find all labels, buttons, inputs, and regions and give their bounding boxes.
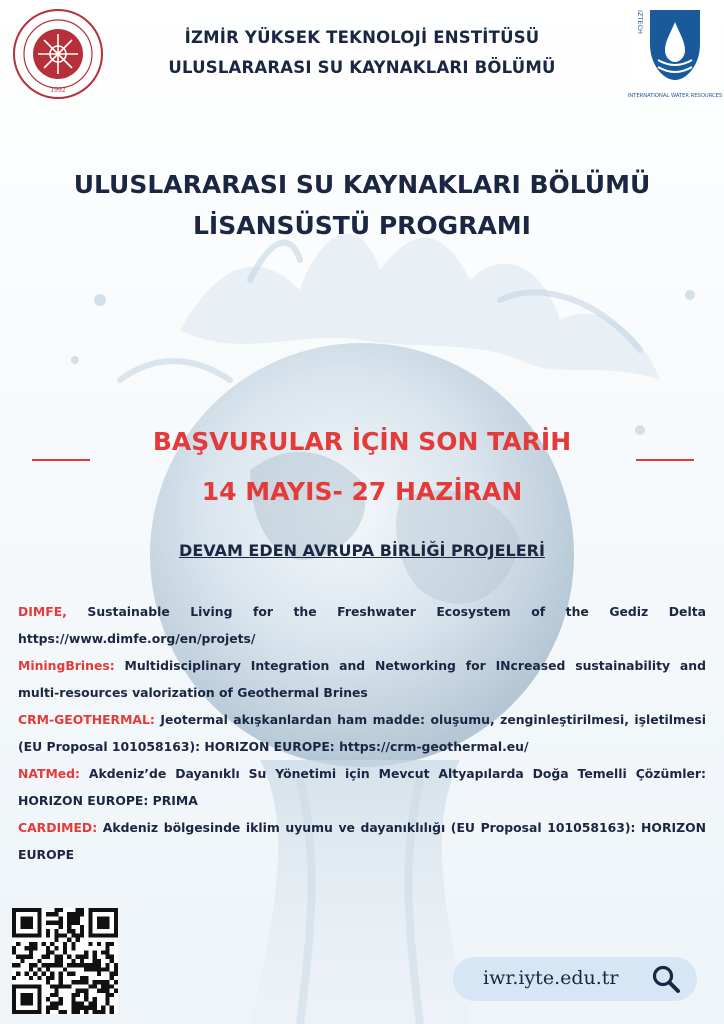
program-title-line2: LİSANSÜSTÜ PROGRAMI <box>192 211 531 240</box>
deadline-divider-left <box>32 459 90 461</box>
project-name: DIMFE, <box>18 604 67 619</box>
project-name: CARDIMED: <box>18 820 98 835</box>
logo-curved-text: INTERNATIONAL WATER RESOURCES <box>628 93 722 99</box>
qr-code-icon[interactable] <box>12 908 118 1014</box>
department-name: ULUSLARARASI SU KAYNAKLARI BÖLÜMÜ <box>168 58 556 77</box>
deadline-dates: 14 MAYIS- 27 HAZİRAN <box>201 477 523 506</box>
project-item-natmed <box>18 760 706 814</box>
website-url[interactable]: iwr.iyte.edu.tr <box>483 967 619 989</box>
project-item-cardimed <box>18 814 706 868</box>
eu-projects-list <box>18 598 706 868</box>
project-description: Multidisciplinary Integration and Networking for INcreased sustainability and multi-resources valorization of Geothermal Brines <box>18 658 706 700</box>
project-name: CRM-GEOTHERMAL: <box>18 712 155 727</box>
logo-vertical-text: IZTECH <box>636 10 644 34</box>
iztech-seal-icon <box>12 8 104 100</box>
search-icon[interactable] <box>651 964 681 994</box>
institute-name: İZMİR YÜKSEK TEKNOLOJİ ENSTİTÜSÜ <box>184 28 540 47</box>
project-name: MiningBrines: <box>18 658 115 673</box>
water-drop-logo-icon <box>628 4 722 104</box>
website-link[interactable] <box>453 957 697 1001</box>
project-item-miningbrines <box>18 652 706 706</box>
deadline-label: BAŞVURULAR İÇİN SON TARİH <box>152 427 572 456</box>
eu-projects-heading: DEVAM EDEN AVRUPA BİRLİĞİ PROJELERİ <box>179 541 545 560</box>
project-description: Akdeniz bölgesinde iklim uyumu ve dayanıklılığı (EU Proposal 101058163): HORIZON EUROPE <box>18 820 706 862</box>
program-title-line1: ULUSLARARASI SU KAYNAKLARI BÖLÜMÜ <box>73 170 651 199</box>
deadline-divider-right <box>636 459 694 461</box>
project-description: Jeotermal akışkanlardan ham madde: oluşumu, zenginleştirilmesi, işletilmesi (EU Proposal 101058163): HORIZON EUROPE: https://crm-geothermal.eu/ <box>18 712 706 754</box>
seal-year: 1992 <box>50 87 66 94</box>
project-item-dimfe <box>18 598 706 652</box>
project-description: Sustainable Living for the Freshwater Ecosystem of the Gediz Delta https://www.dimfe.org/en/projets/ <box>18 604 706 646</box>
project-name: NATMed: <box>18 766 81 781</box>
project-description: Akdeniz’de Dayanıklı Su Yönetimi için Mevcut Altyapılarda Doğa Temelli Çözümler: HORIZON EUROPE: PRIMA <box>18 766 706 808</box>
project-item-crm-geothermal <box>18 706 706 760</box>
